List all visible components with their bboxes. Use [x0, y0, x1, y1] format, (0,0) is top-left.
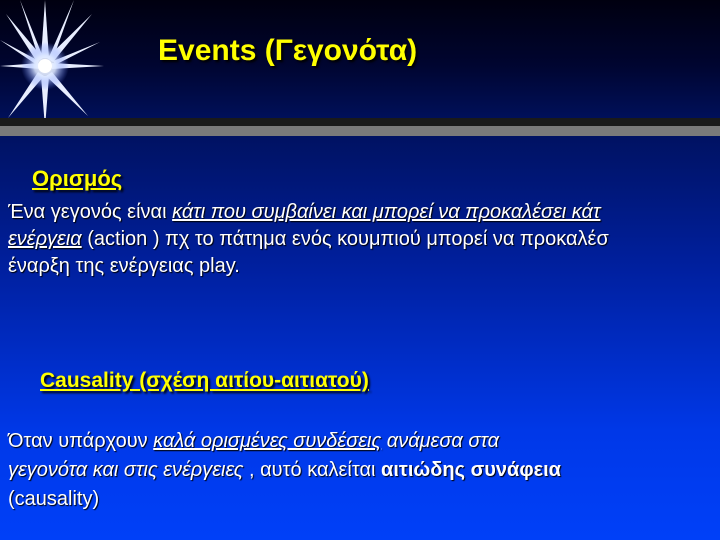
causality-line-2-plain: , αυτό καλείται: [243, 459, 382, 481]
causality-line-2-bold: αιτιώδης συνάφεια: [381, 459, 561, 481]
slide-title: Events (Γεγονότα): [158, 34, 418, 67]
causality-line-3: (causality): [8, 488, 100, 510]
causality-line-1-emphasis: καλά ορισμένες συνδέσεις: [153, 430, 382, 452]
definition-line-1-emphasis: κάτι που συμβαίνει και μπορεί να προκαλέσει κάτ: [172, 201, 601, 223]
causality-paragraph: [8, 427, 561, 514]
definition-line-2-emphasis: ενέργεια: [8, 228, 82, 250]
causality-line-1-plain: Όταν υπάρχουν: [8, 430, 154, 452]
definition-line-3: έναρξη της ενέργειας play.: [8, 255, 240, 277]
title-divider-dark: [0, 118, 720, 126]
definition-heading: Ορισμός: [32, 166, 123, 191]
definition-line-2: [8, 226, 720, 253]
title-divider-light: [0, 126, 720, 136]
causality-line-1: [8, 427, 561, 456]
starburst-icon: [0, 0, 110, 130]
causality-line-1-italic: ανάμεσα στα: [381, 430, 500, 452]
definition-line-1: [8, 199, 720, 226]
causality-line-2: [8, 456, 561, 485]
causality-heading: Causality (σχέση αιτίου-αιτιατού): [40, 369, 369, 392]
definition-line-2-plain: (action ) πχ το πάτημα ενός κουμπιού μπορεί να προκαλέσ: [81, 228, 609, 250]
causality-line-2-italic: γεγονότα και στις ενέργειες: [8, 459, 244, 481]
definition-paragraph: [8, 199, 720, 280]
definition-line-1-plain: Ένα γεγονός είναι: [8, 201, 173, 223]
